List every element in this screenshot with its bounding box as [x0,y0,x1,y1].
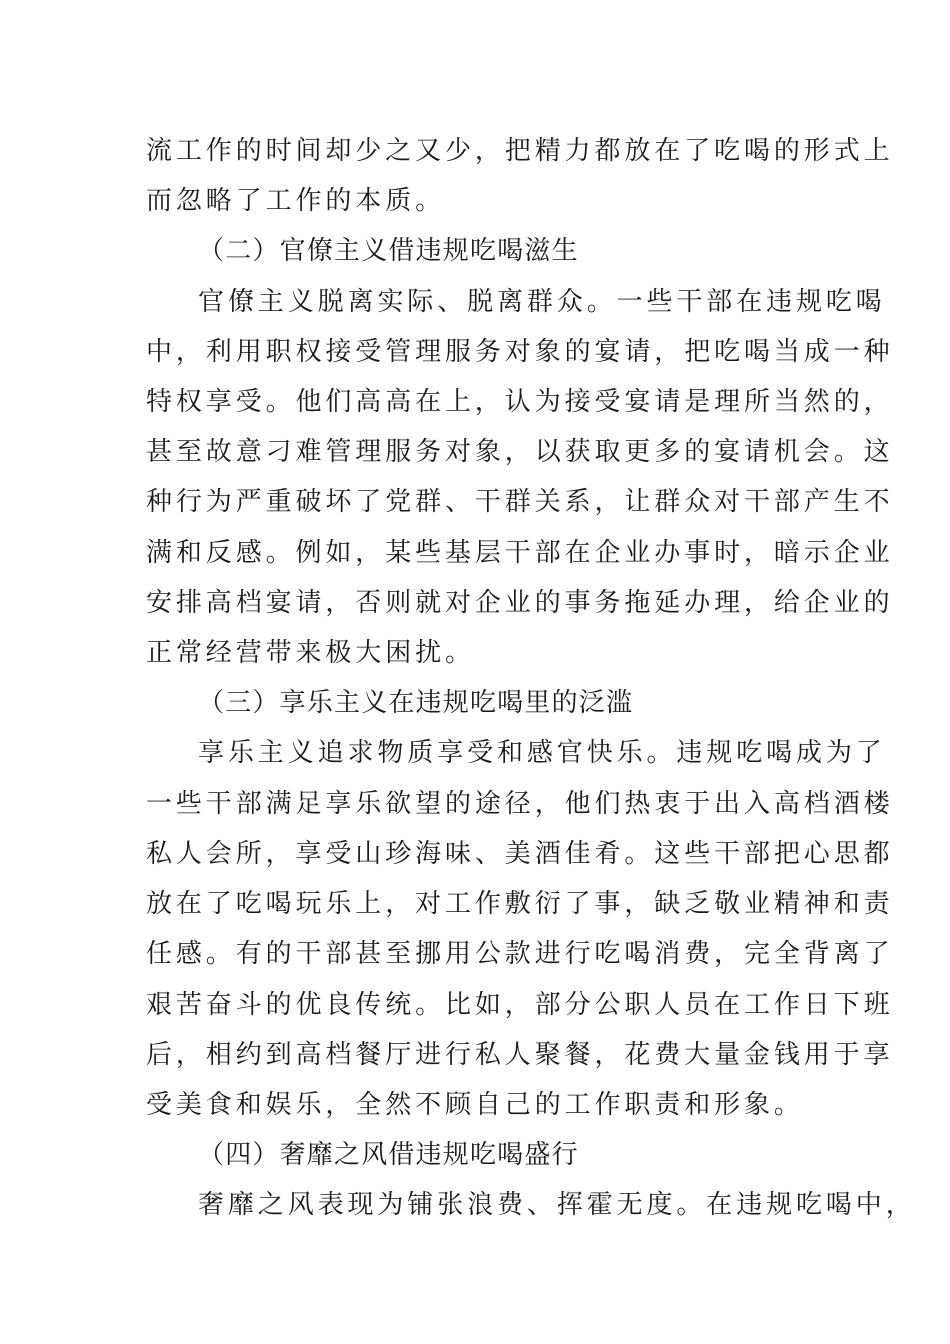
text-line: 后，相约到高档餐厅进行私人聚餐，花费大量金钱用于享 [146,1040,894,1070]
text-line: 甚至故意刁难管理服务对象，以获取更多的宴请机会。这 [146,437,894,467]
text-line: 特权享受。他们高高在上，认为接受宴请是理所当然的， [146,387,894,417]
section-heading: （四）奢靡之风借违规吃喝盛行 [198,1140,579,1170]
text-line: 种行为严重破坏了党群、干群关系，让群众对干部产生不 [146,487,894,517]
text-line: 任感。有的干部甚至挪用公款进行吃喝消费，完全背离了 [146,939,894,969]
text-line: 流工作的时间却少之又少，把精力都放在了吃喝的形式上 [146,136,894,166]
text-line: 艰苦奋斗的优良传统。比如，部分公职人员在工作日下班 [146,990,894,1020]
text-line: 安排高档宴请，否则就对企业的事务拖延办理，给企业的 [146,588,894,618]
text-line: 而忽略了工作的本质。 [146,186,446,216]
text-line: 正常经营带来极大困扰。 [146,638,475,668]
text-line: 放在了吃喝玩乐上，对工作敷衍了事，缺乏敬业精神和责 [146,889,894,919]
section-heading: （三）享乐主义在违规吃喝里的泛滥 [198,688,634,718]
paragraph-first-line: 官僚主义脱离实际、脱离群众。一些干部在违规吃喝 [198,287,886,317]
text-line: 受美食和娱乐，全然不顾自己的工作职责和形象。 [146,1090,804,1120]
text-line: 私人会所，享受山珍海味、美酒佳肴。这些干部把心思都 [146,839,894,869]
text-line: 中，利用职权接受管理服务对象的宴请，把吃喝当成一种 [146,337,894,367]
section-heading: （二）官僚主义借违规吃喝滋生 [198,236,579,266]
text-line: 一些干部满足享乐欲望的途径，他们热衷于出入高档酒楼 [146,789,894,819]
paragraph-first-line: 享乐主义追求物质享受和感官快乐。违规吃喝成为了 [198,738,886,768]
paragraph-first-line: 奢靡之风表现为铺张浪费、挥霍无度。在违规吃喝中， [198,1190,916,1220]
text-line: 满和反感。例如，某些基层干部在企业办事时，暗示企业 [146,538,894,568]
